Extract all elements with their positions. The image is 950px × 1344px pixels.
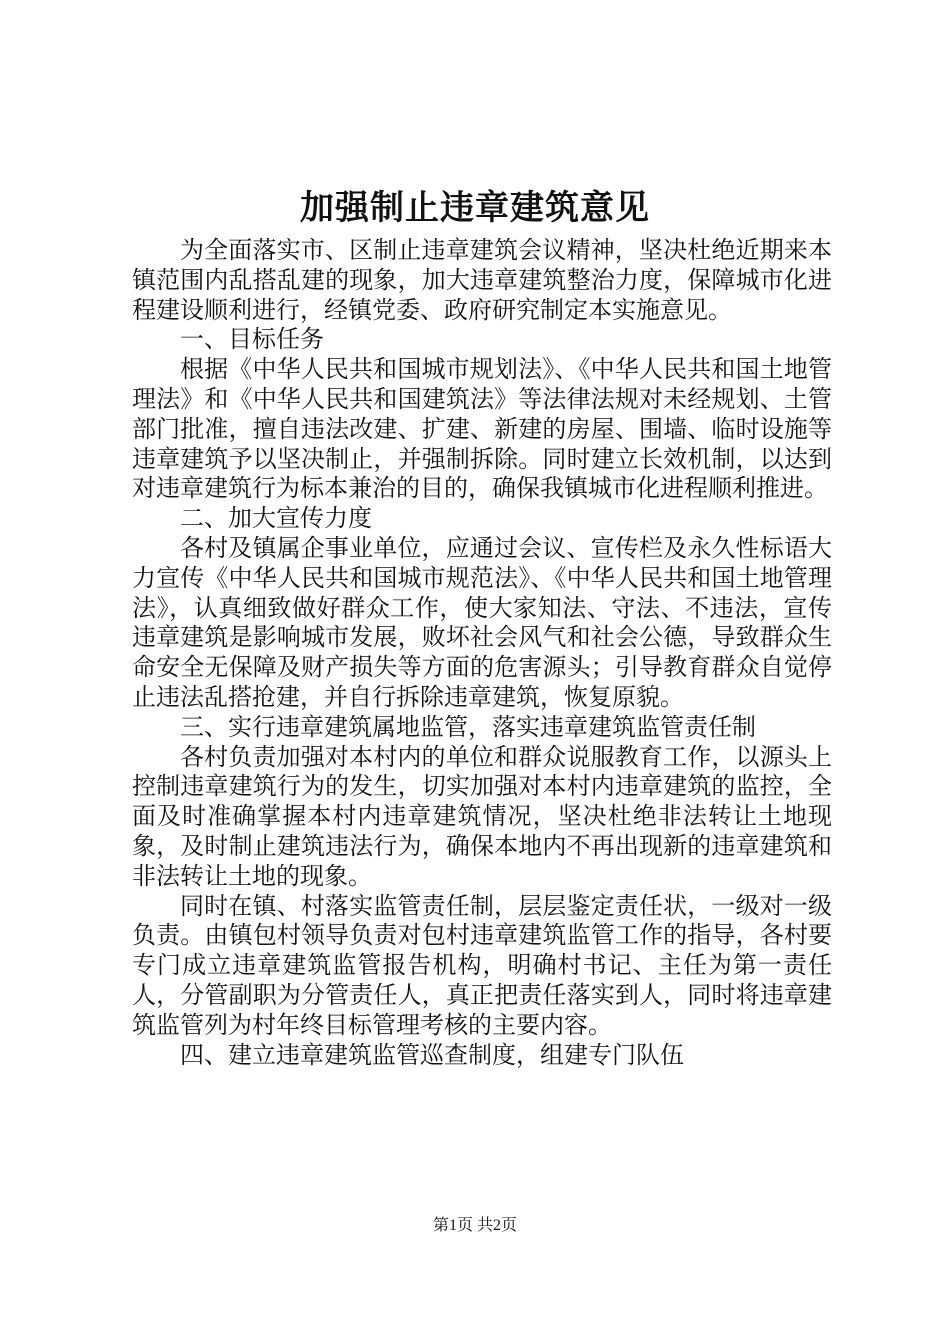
section-2-paragraph: 各村及镇属企事业单位，应通过会议、宣传栏及永久性标语大力宣传《中华人民共和国城市规范法》、《中华人民共和国土地管理法》，认真细致做好群众工作，使大家知法、守法、不违法，宣传违章建筑是影响城市发展，败坏社会风气和社会公德，导致群众生命安全无保障及财产损失等方面的危害源头；引导教育群众自觉停止违法乱搭抢建，并自行拆除违章建筑，恢复原貌。 bbox=[132, 533, 832, 711]
section-3-paragraph-1: 各村负责加强对本村内的单位和群众说服教育工作，以源头上控制违章建筑行为的发生，切实加强对本村内违章建筑的监控，全面及时准确掌握本村内违章建筑情况，坚决杜绝非法转让土地现象，及时制止建筑违法行为，确保本地内不再出现新的违章建筑和非法转让土地的现象。 bbox=[132, 742, 832, 890]
section-3-paragraph-2: 同时在镇、村落实监管责任制，层层鉴定责任状，一级对一级负责。由镇包村领导负责对包村违章建筑监管工作的指导，各村要专门成立违章建筑监管报告机构，明确村书记、主任为第一责任人，分管副职为分管责任人，真正把责任落实到人，同时将违章建筑监管列为村年终目标管理考核的主要内容。 bbox=[132, 891, 832, 1039]
document-body bbox=[132, 236, 832, 1070]
intro-paragraph: 为全面落实市、区制止违章建筑会议精神，坚决杜绝近期来本镇范围内乱搭乱建的现象，加大违章建筑整治力度，保障城市化进程建设顺利进行，经镇党委、政府研究制定本实施意见。 bbox=[132, 236, 832, 324]
section-heading-1: 一、目标任务 bbox=[180, 325, 324, 354]
page-number-footer: 第1页 共2页 bbox=[432, 1217, 517, 1234]
document-title: 加强制止违章建筑意见 bbox=[300, 188, 650, 228]
section-heading-4: 四、建立违章建筑监管巡查制度，组建专门队伍 bbox=[180, 1040, 684, 1069]
section-1-paragraph: 根据《中华人民共和国城市规划法》、《中华人民共和国土地管理法》和《中华人民共和国建筑法》等法律法规对未经规划、土管部门批准，擅自违法改建、扩建、新建的房屋、围墙、临时设施等违章建筑予以坚决制止，并强制拆除。同时建立长效机制，以达到对违章建筑行为标本兼治的目的，确保我镇城市化进程顺利推进。 bbox=[132, 355, 832, 503]
section-heading-3: 三、实行违章建筑属地监管，落实违章建筑监管责任制 bbox=[180, 712, 756, 741]
section-heading-2: 二、加大宣传力度 bbox=[180, 504, 372, 533]
